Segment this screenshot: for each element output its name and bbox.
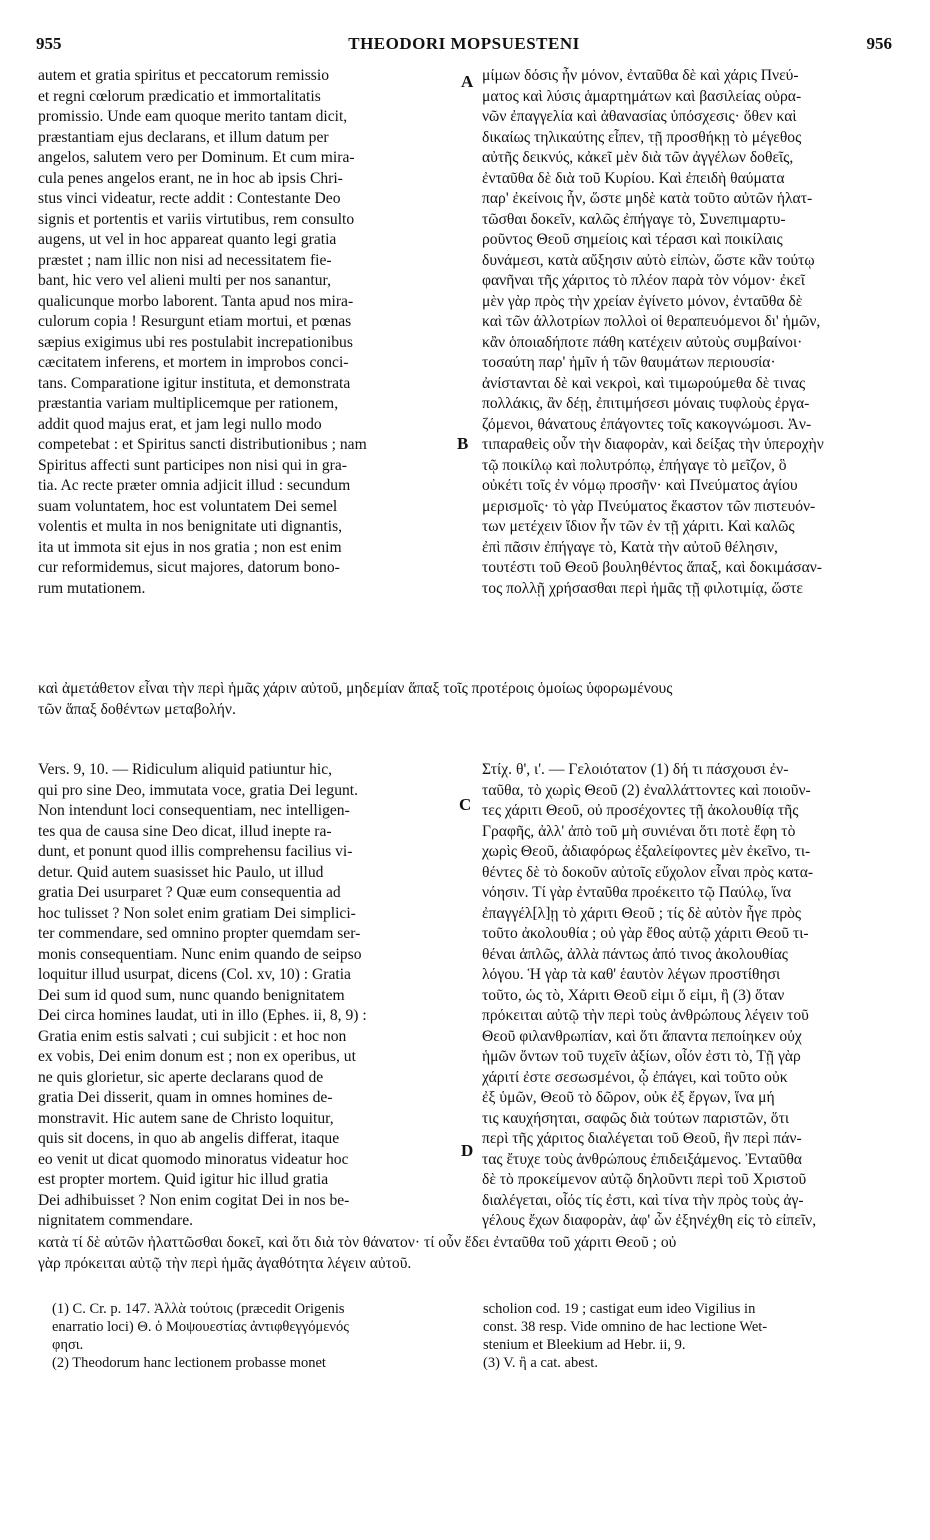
text-line: ροῦντος Θεοῦ σημείοις καὶ τέρασι καὶ ποικίλαις bbox=[482, 231, 783, 248]
text-line: præstantiam ejus declarans, et illum datum per bbox=[38, 128, 329, 146]
text-line: ζόμενοι, θάνατους ἐπάγοντες τοῖς κακογνώμοσι. Ἀν- bbox=[482, 415, 812, 433]
section-marker-c: C bbox=[459, 795, 472, 814]
text-line: δὲ τὸ προκείμενον αὐτῷ δηλοῦντι περὶ τοῦ Χριστοῦ bbox=[482, 1171, 807, 1188]
text-line: cur reformidemus, sicut majores, datorum bono- bbox=[38, 559, 340, 576]
text-line: ἐπαγγέλ[λ]ῃ τὸ χάριτι Θεοῦ ; τίς δὲ αὐτὸν ἦγε πρὸς bbox=[482, 904, 802, 922]
text-line: νῶν ἐπαγγελία καὶ ἀθανασίας ὑπόσχεσις· ὅθεν καὶ bbox=[482, 108, 797, 125]
text-line: nignitatem commendare. bbox=[38, 1212, 194, 1229]
footnote-line: (2) Theodorum hanc lectionem probasse monet bbox=[52, 1355, 326, 1371]
text-line: tia. Ac recte præter omnia adjicit illud : secundum bbox=[38, 477, 351, 494]
text-line: πρόκειται αὐτῷ τὴν περὶ τοὺς ἀνθρώπους λέγειν τοῦ bbox=[482, 1007, 809, 1024]
text-line: eo venit ut dicat quomodo minoratus videatur hoc bbox=[38, 1150, 349, 1168]
footnote-line: scholion cod. 19 ; castigat eum ideo Vigilius in bbox=[483, 1301, 756, 1317]
text-line: τῶν ἅπαξ δοθέντων μεταβολήν. bbox=[38, 700, 236, 718]
text-line: Στίχ. θ', ι'. — Γελοιότατον (1) δή τι πάσχουσι ἐν- bbox=[482, 761, 789, 778]
text-line: αὐτῆς δεικνύς, κἀκεῖ μὲν διὰ τῶν ἀγγέλων δοθεῖς, bbox=[482, 149, 794, 166]
greek-fullwidth-block-1 bbox=[38, 679, 894, 720]
text-line: signis et portentis et variis virtutibus, rem consulto bbox=[38, 210, 355, 228]
footnotes-left bbox=[52, 1300, 472, 1372]
text-line: detur. Quid autem suasisset hic Paulo, ut illud bbox=[38, 863, 324, 881]
text-line: Θεοῦ φιλανθρωπίαν, καὶ ὅτι ἅπαντα πεποίηκεν οὐχ bbox=[482, 1027, 802, 1045]
text-line: cula penes angelos erant, ne in hoc ab ipsis Chri- bbox=[38, 169, 343, 187]
text-line: gratia Dei usurparet ? Quæ eum consequentia ad bbox=[38, 884, 341, 901]
text-line: tans. Comparatione igitur instituta, et demonstrata bbox=[38, 374, 351, 392]
text-line: χωρὶς Θεοῦ, ἀδιαφόρως ἐξαλείφοντες μὲν ἐκεῖνο, τι- bbox=[482, 843, 811, 860]
text-line: τοῦτο, ὡς τὸ, Χάριτι Θεοῦ εἰμι ὅ εἰμι, ἢ (3) ὅταν bbox=[482, 986, 785, 1004]
text-line: Spiritus affecti sunt participes non nisi qui in gra- bbox=[38, 456, 347, 474]
text-line: qui pro sine Deo, immutata voce, gratia Dei legunt. bbox=[38, 781, 359, 799]
text-line: culorum copia ! Resurgunt etiam mortui, et pœnas bbox=[38, 313, 352, 330]
text-line: τιπαραθεὶς οὖν τὴν διαφορὰν, καὶ δείξας τὴν ὑπεροχὴν bbox=[482, 436, 824, 453]
text-line: Dei sum id quod sum, nunc quando benignitatem bbox=[38, 986, 345, 1004]
text-line: competebat : et Spiritus sancti distributionibus ; nam bbox=[38, 436, 367, 453]
text-line: augens, ut vel in hoc appareat quanto legi gratia bbox=[38, 231, 337, 248]
text-line: θέντες δὲ τὸ δοκοῦν αὐτοῖς εὔχολον εἶναι πρὸς κατα- bbox=[482, 863, 814, 881]
section-marker-b: B bbox=[457, 434, 469, 453]
text-line: promissio. Unde eam quoque merito tantam dicit, bbox=[38, 108, 348, 125]
text-line: Gratia enim estis salvati ; cui subjicit : et hoc non bbox=[38, 1027, 347, 1045]
latin-column-block-2 bbox=[38, 760, 458, 1232]
text-line: τοῦτο ἀκολουθία ; οὐ γὰρ ἔθος αὐτῷ χάριτι Θεοῦ τι- bbox=[482, 925, 809, 942]
text-line: μὲν γὰρ πρὸς τὴν χρείαν ἐγίνετο μόνον, ἐνταῦθα δὲ bbox=[482, 292, 803, 310]
text-line: cæcitatem inferens, et mortem in improbos conci- bbox=[38, 354, 349, 371]
greek-column-block-1 bbox=[482, 66, 894, 599]
text-line: præstet ; nam illic non nisi ad necessitatem fie- bbox=[38, 251, 332, 269]
running-title: THEODORI MOPSUESTENI bbox=[348, 34, 580, 53]
text-line: ταῦθα, τὸ χωρὶς Θεοῦ (2) ἐναλλάττοντες καὶ ποιοῦν- bbox=[482, 781, 811, 799]
text-line: ex vobis, Dei enim donum est ; non ex operibus, ut bbox=[38, 1048, 356, 1065]
footnote-line: const. 38 resp. Vide omnino de hac lectione Wet- bbox=[483, 1319, 768, 1335]
text-line: παρ' ἐκείνοις ἦν, ὥστε μηδὲ κατὰ τοῦτο αὐτῶν ἡλατ- bbox=[482, 190, 813, 207]
text-line: est propter mortem. Quid igitur hic illud gratia bbox=[38, 1171, 329, 1188]
text-line: κατὰ τί δὲ αὐτῶν ἠλαττῶσθαι δοκεῖ, καὶ ὅτι διὰ τὸν θάνατον· τί οὖν ἔδει ἐνταῦθα τοῦ χάριτι Θεοῦ ; οὐ bbox=[38, 1234, 677, 1251]
text-line: quis sit docens, in quo ab angelis differat, itaque bbox=[38, 1130, 340, 1147]
text-line: tes qua de causa sine Deo dicat, illud inepte ra- bbox=[38, 822, 332, 840]
text-line: volentis et multa in nos benignitate uti dignantis, bbox=[38, 518, 343, 535]
text-line: πολλάκις, ἂν δέῃ, ἐπιτιμήσεσι μόναις τυφλοὺς ἐργα- bbox=[482, 395, 810, 412]
footnote-line: φησι. bbox=[52, 1337, 84, 1353]
text-line: hoc tulisset ? Non solet enim gratiam Dei simplici- bbox=[38, 904, 356, 922]
text-line: οὐκέτι τοῖς ἐν νόμῳ προσῆν· καὶ Πνεύματος ἁγίου bbox=[482, 477, 798, 494]
text-line: τος πολλῇ χρήσασθαι περὶ ἡμᾶς τῇ φιλοτιμίᾳ, ὥστε bbox=[482, 579, 803, 597]
text-line: ἡμῶν ὄντων τοῦ τυχεῖν ἀξίων, οἷόν ἐστι τὸ, Τῇ γὰρ bbox=[482, 1048, 801, 1065]
text-line: δυνάμεσι, κατὰ αὔξησιν αὐτὸ εἰπὼν, ὥστε κἂν τούτῳ bbox=[482, 251, 815, 269]
text-line: τῶσθαι δοκεῖν, καλῶς ἐπήγαγε τὸ, Συνεπιμαρτυ- bbox=[482, 210, 786, 228]
text-line: Dei circa homines laudat, uti in illo (Ephes. ii, 8, 9) : bbox=[38, 1007, 367, 1024]
text-line: ἐνταῦθα δὲ διὰ τοῦ Κυρίου. Καὶ ἐπειδὴ θαύματα bbox=[482, 169, 785, 187]
text-line: sæpius exigimus ubi res postulabit increpationibus bbox=[38, 333, 353, 351]
text-line: θέναι ἁπλῶς, ἀλλὰ πάντως ἀπό τινος ἀκολουθίας bbox=[482, 945, 788, 963]
text-line: gratia Dei disserit, quam in omnes homines de- bbox=[38, 1089, 333, 1106]
text-line: τουτέστι τοῦ Θεοῦ βουληθέντος ἅπαξ, καὶ δοκιμάσαν- bbox=[482, 559, 823, 576]
text-line: ne quis glorietur, sic aperte declarans quod de bbox=[38, 1068, 324, 1086]
text-line: monis consequentiam. Nunc enim quando de seipso bbox=[38, 945, 362, 963]
text-line: χάριτί ἐστε σεσωσμένοι, ᾧ ἐπάγει, καὶ τοῦτο οὐκ bbox=[482, 1068, 788, 1086]
text-line: angelos, salutem vero per Dominum. Et cum mira- bbox=[38, 149, 355, 166]
text-line: γέλους ἔχων διαφορὰν, ἀφ' ὧν ἐξηνέχθη εἰς τὸ εἰπεῖν, bbox=[482, 1212, 817, 1229]
text-line: τις καυχήσηται, σαφῶς διὰ τούτων παριστῶν, ὅτι bbox=[482, 1109, 790, 1127]
text-line: præstantia variam multiplicemque per rationem, bbox=[38, 395, 339, 412]
text-line: dunt, et ponunt quod illis comprehensu facilius vi- bbox=[38, 843, 353, 860]
text-line: μίμων δόσις ἦν μόνον, ἐνταῦθα δὲ καὶ χάρις Πνεύ- bbox=[482, 67, 799, 84]
text-line: περὶ τῆς χάριτος διαλέγεται τοῦ Θεοῦ, ἣν περὶ πάν- bbox=[482, 1130, 802, 1147]
text-line: Γραφῆς, ἀλλ' ἀπὸ τοῦ μὴ συνιέναι ὅτι ποτὲ ἔφη τὸ bbox=[482, 822, 796, 840]
footnote-line: (3) V. ἢ a cat. abest. bbox=[483, 1355, 598, 1371]
footnotes-right bbox=[483, 1300, 898, 1372]
footnote-line: (1) C. Cr. p. 147. Ἀλλὰ τούτοις (præcedit Origenis bbox=[52, 1301, 345, 1317]
text-line: ter commendare, sed omnino propter quemdam ser- bbox=[38, 925, 361, 942]
text-line: monstravit. Hic autem sane de Christo loquitur, bbox=[38, 1109, 334, 1127]
text-line: κἂν ὁποιαδήποτε πάθη κατέχειν αὐτοὺς συμβαίνοι· bbox=[482, 333, 803, 351]
text-line: autem et gratia spiritus et peccatorum remissio bbox=[38, 67, 329, 84]
text-line: rum mutationem. bbox=[38, 579, 146, 597]
greek-fullwidth-block-2 bbox=[38, 1233, 894, 1274]
text-line: Dei adhibuisset ? Non enim cogitat Dei in nos be- bbox=[38, 1191, 350, 1209]
text-line: ἐξ ὑμῶν, Θεοῦ τὸ δῶρον, οὐκ ἐξ ἔργων, ἵνα μή bbox=[482, 1089, 775, 1106]
text-line: ἐπὶ πᾶσιν ἐπήγαγε τὸ, Κατὰ τὴν αὐτοῦ θέλησιν, bbox=[482, 538, 778, 556]
text-line: τοσαύτη παρ' ἡμῖν ἡ τῶν θαυμάτων περιουσία· bbox=[482, 354, 776, 371]
text-line: bant, hic vero vel alieni multi per nos sanantur, bbox=[38, 272, 331, 289]
text-line: μερισμοῖς· τὸ γὰρ Πνεύματος ἕκαστον τῶν πιστευόν- bbox=[482, 497, 816, 515]
footnote-line: enarratio loci) Θ. ὁ Μοψουεστίας ἀντιφθεγγόμενός bbox=[52, 1319, 349, 1335]
text-line: et regni cœlorum prædicatio et immortalitatis bbox=[38, 87, 321, 105]
section-marker-a: A bbox=[461, 72, 474, 91]
text-line: γὰρ πρόκειται αὐτῷ τὴν περὶ ἡμᾶς ἀγαθότητα λέγειν αὐτοῦ. bbox=[38, 1254, 412, 1272]
text-line: Non intendunt loci consequentiam, nec intelligen- bbox=[38, 802, 350, 819]
footnote-line: stenium et Bleekium ad Hebr. ii, 9. bbox=[483, 1337, 686, 1353]
text-line: τες χάριτι Θεοῦ, οὐ προσέχοντες τῇ ἀκολουθίᾳ τῆς bbox=[482, 802, 799, 819]
text-line: addit quod majus erat, et jam legi nullo modo bbox=[38, 415, 322, 433]
text-line: ἀνίστανται δὲ καὶ νεκροὶ, καὶ τιμωρούμεθα δὲ τινας bbox=[482, 374, 806, 392]
text-line: suam voluntatem, hoc est voluntatem Dei semel bbox=[38, 497, 338, 515]
text-line: καὶ τῶν ἀλλοτρίων πολλοὶ οἱ θεραπευόμενοι δι' ἡμῶν, bbox=[482, 313, 821, 330]
page-number-right: 956 bbox=[866, 34, 892, 53]
latin-column-block-1 bbox=[38, 66, 458, 599]
text-line: νόησιν. Τί γὰρ ἐνταῦθα προέκειτο τῷ Παύλῳ, ἵνα bbox=[482, 884, 792, 901]
greek-column-block-2 bbox=[482, 760, 894, 1232]
text-line: ματος καὶ λύσις ἁμαρτημάτων καὶ βασιλείας οὐρα- bbox=[482, 87, 802, 105]
page-header bbox=[36, 34, 892, 58]
text-line: stus vinci videatur, recte addit : Contestante Deo bbox=[38, 190, 341, 207]
text-line: ita ut immota sit ejus in nos gratia ; non est enim bbox=[38, 538, 342, 556]
text-line: τας ἔτυχε τοὺς ἀνθρώπους ἐπιδειξάμενος. Ἐνταῦθα bbox=[482, 1150, 802, 1168]
text-line: φανῆναι τῆς χάριτος τὸ πλέον παρὰ τὸν νόμον· ἐκεῖ bbox=[482, 272, 805, 289]
text-line: loquitur illud usurpat, dicens (Col. xv, 10) : Gratia bbox=[38, 966, 351, 983]
text-line: qualicunque morbo laborent. Tanta apud nos mira- bbox=[38, 292, 354, 310]
text-line: Vers. 9, 10. — Ridiculum aliquid patiuntur hic, bbox=[38, 761, 333, 778]
text-line: καὶ ἀμετάθετον εἶναι τὴν περὶ ἡμᾶς χάριν αὐτοῦ, μηδεμίαν ἅπαξ τοῖς προτέροις ὁμοίως ὑφορωμένους bbox=[38, 680, 673, 697]
page-number-left: 955 bbox=[36, 34, 62, 53]
text-line: δικαίως τηλικαύτης εἶπεν, τῇ προσθήκῃ τὸ μέγεθος bbox=[482, 128, 802, 146]
text-line: διαλέγεται, οἷός τίς ἐστι, καὶ τίνα τὴν πρὸς τοὺς ἀγ- bbox=[482, 1191, 804, 1209]
text-line: των μετέχειν ἴδιον ἦν τῶν ἐν τῇ χάριτι. Καὶ καλῶς bbox=[482, 518, 795, 535]
section-marker-d: D bbox=[461, 1141, 474, 1160]
text-line: τῷ ποικίλῳ καὶ πολυτρόπῳ, ἐπήγαγε τὸ μεῖζον, ὃ bbox=[482, 456, 787, 474]
text-line: λόγου. Ἡ γὰρ τὰ καθ' ἑαυτὸν λέγων προστίθησι bbox=[482, 966, 781, 983]
